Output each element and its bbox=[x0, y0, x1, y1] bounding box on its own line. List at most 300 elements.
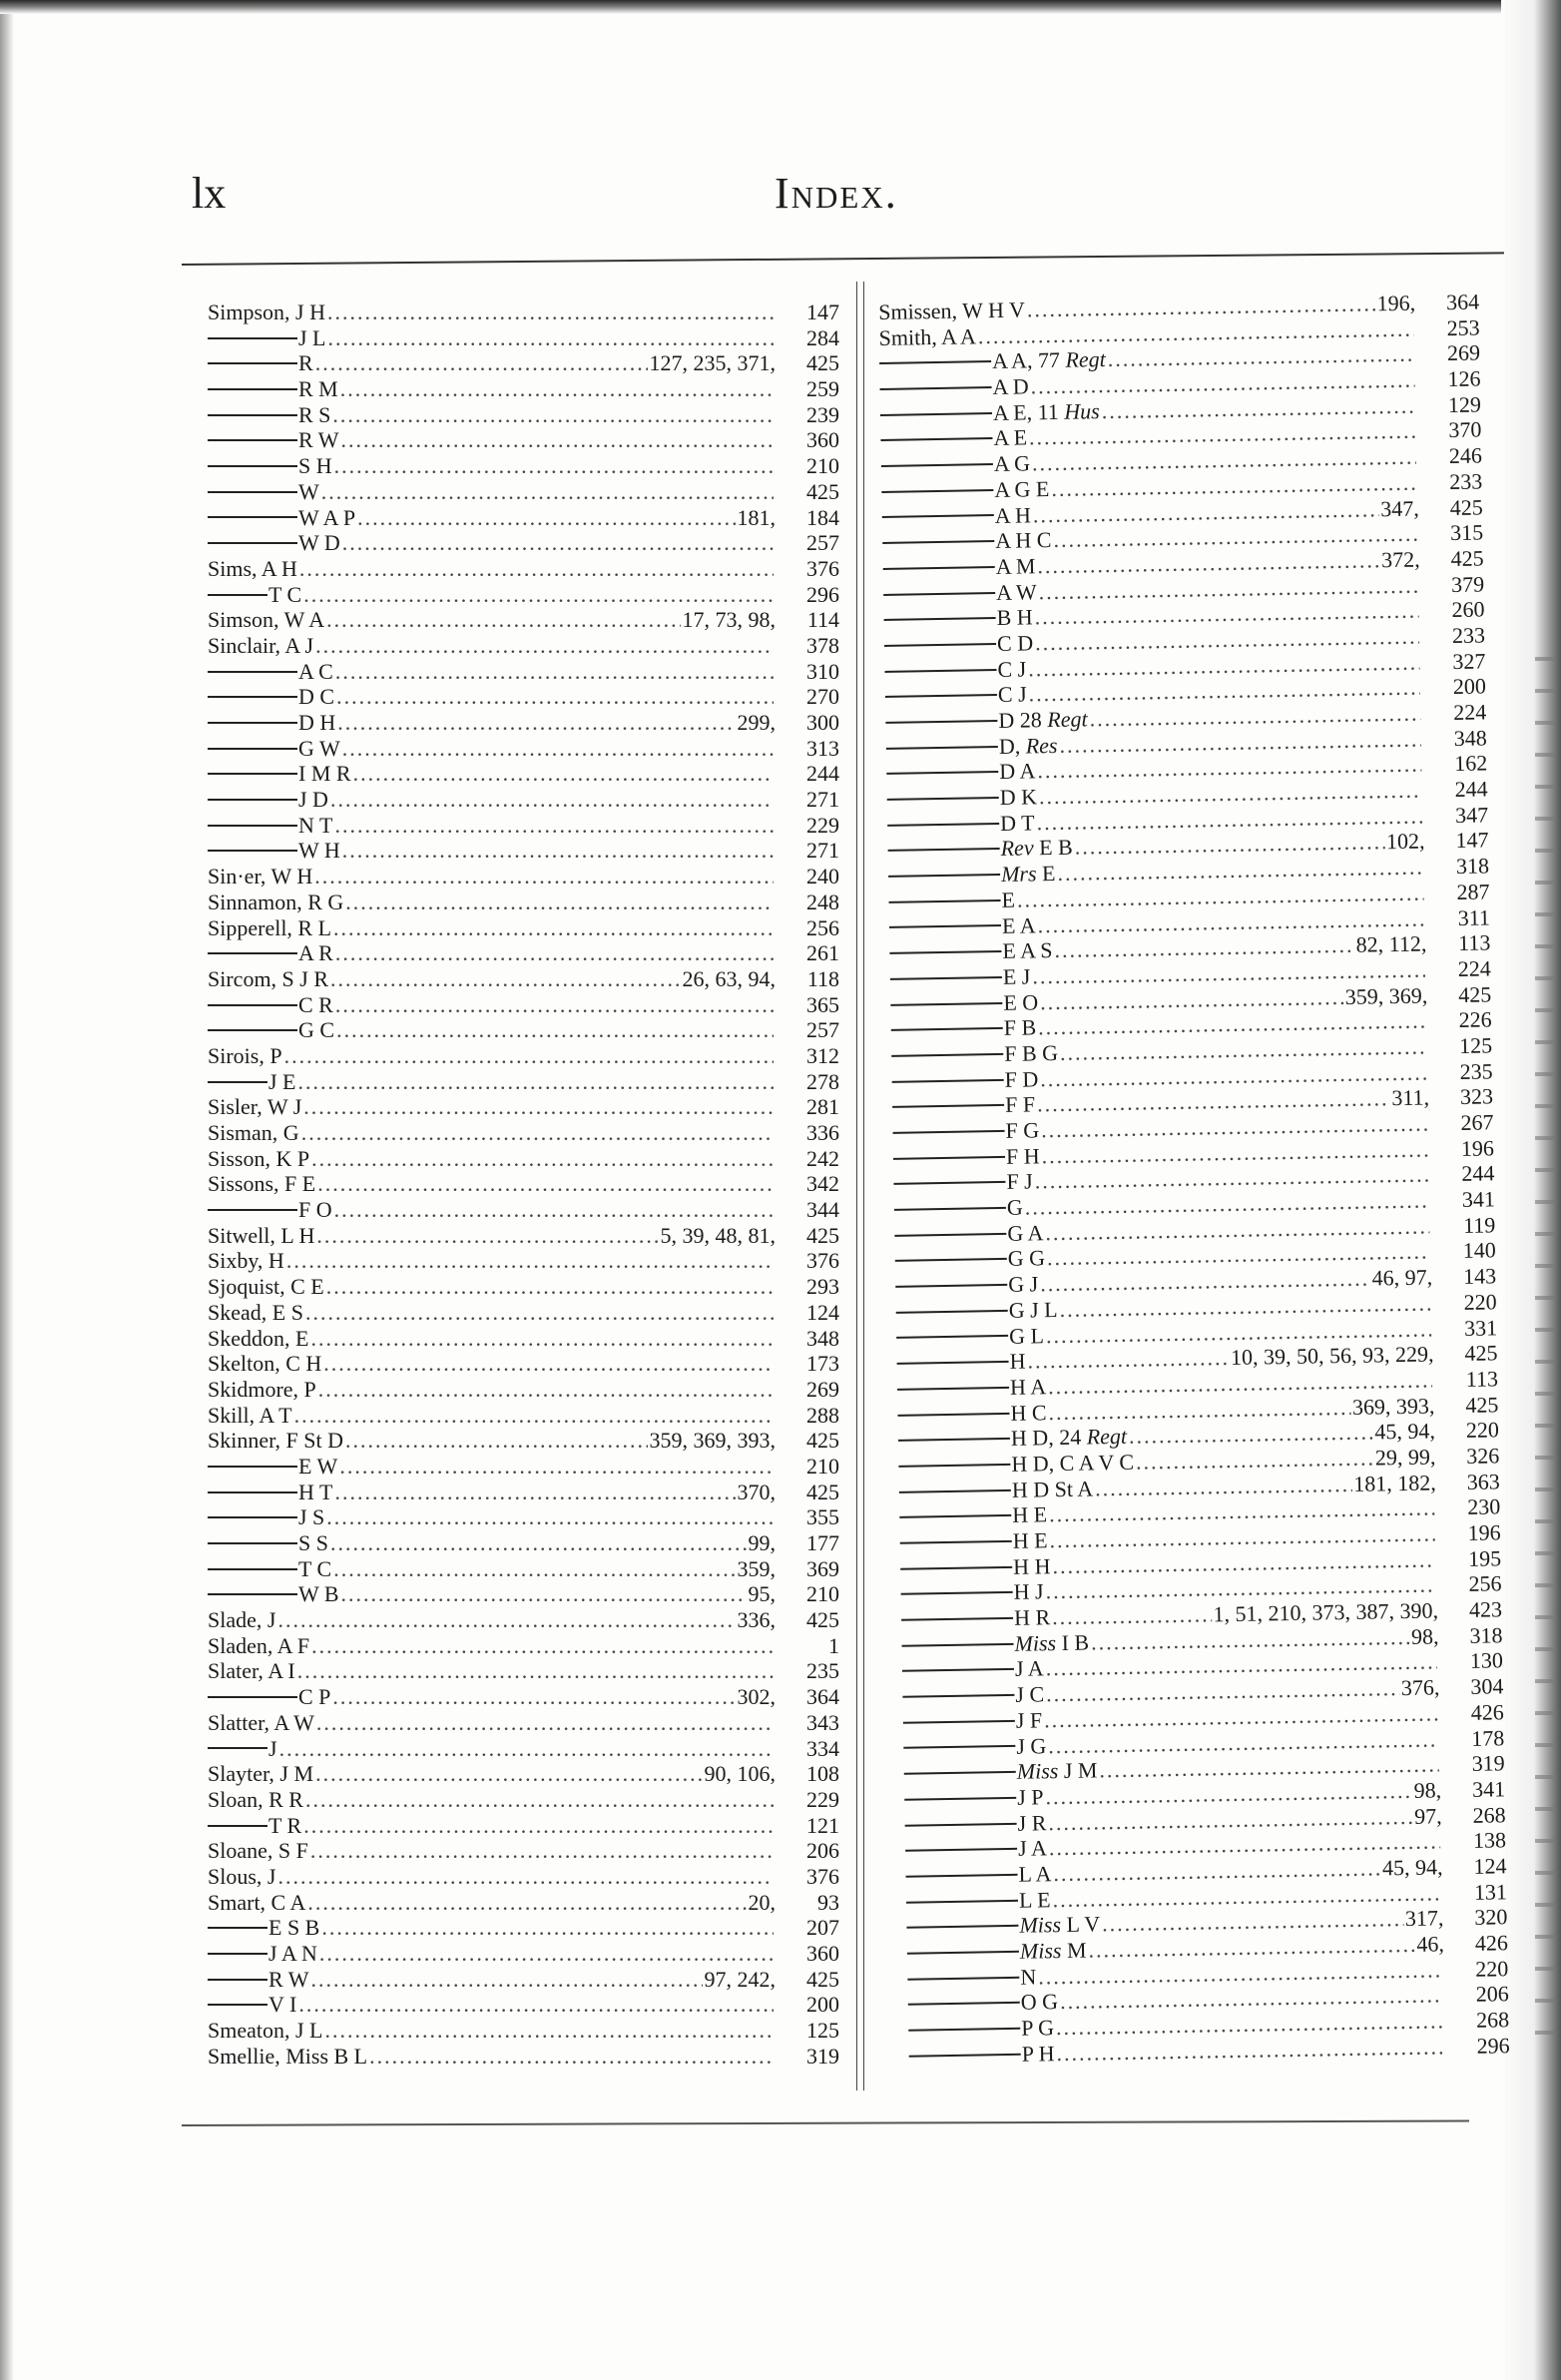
entry-name bbox=[208, 1710, 314, 1736]
entry-name-text: A A, 77 Regt bbox=[991, 346, 1106, 374]
entry-name bbox=[884, 630, 1033, 659]
entry-name bbox=[904, 1758, 1098, 1787]
entry-page: 131 bbox=[1473, 1878, 1508, 1905]
ditto-dash bbox=[881, 463, 993, 467]
entry-page: 108 bbox=[806, 1761, 839, 1787]
entry-name bbox=[208, 838, 340, 864]
entry-name-text: J L bbox=[298, 324, 326, 350]
entry-extra-pages: 46, bbox=[1416, 1931, 1445, 1957]
entry-name bbox=[890, 989, 1038, 1018]
entry-page: 425 bbox=[806, 478, 839, 504]
entry-page: 355 bbox=[806, 1504, 839, 1530]
entry-page: 113 bbox=[1465, 1366, 1499, 1392]
entry-name-text: G G bbox=[1007, 1245, 1046, 1272]
entry-name bbox=[886, 759, 1035, 788]
ditto-dash bbox=[208, 465, 297, 467]
entry-name bbox=[208, 1530, 328, 1556]
ditto-dash bbox=[895, 1284, 1007, 1288]
entry-name-text: A R bbox=[298, 940, 333, 966]
entry-page: 259 bbox=[806, 376, 839, 402]
entry-page: 370 bbox=[1448, 416, 1482, 443]
index-entry bbox=[208, 556, 839, 582]
entry-name-text: H bbox=[1009, 1348, 1026, 1375]
ditto-dash bbox=[208, 388, 297, 390]
index-entry bbox=[208, 1607, 839, 1633]
index-entry bbox=[208, 659, 839, 685]
index-entry bbox=[208, 1813, 839, 1839]
entry-page: 200 bbox=[806, 1992, 839, 2018]
entry-page: 119 bbox=[1462, 1212, 1496, 1238]
dot-leader bbox=[303, 1094, 774, 1120]
entry-page: 315 bbox=[1449, 519, 1484, 546]
entry-name bbox=[880, 425, 1027, 454]
entry-extra-pages: 181, bbox=[737, 504, 776, 530]
index-entry bbox=[208, 1838, 839, 1864]
entry-name bbox=[887, 810, 1035, 839]
entry-name-text: F O bbox=[298, 1197, 332, 1223]
index-entry bbox=[208, 1069, 839, 1095]
index-entry bbox=[208, 684, 839, 710]
ditto-dash bbox=[881, 489, 993, 493]
entry-page: 244 bbox=[806, 761, 839, 787]
entry-name-text: G L bbox=[1008, 1322, 1045, 1349]
dot-leader bbox=[279, 1736, 774, 1762]
entry-name-text: D H bbox=[298, 710, 336, 735]
entry-page: 147 bbox=[1455, 827, 1489, 854]
entry-name bbox=[208, 633, 313, 659]
dot-leader bbox=[311, 1633, 774, 1659]
dot-leader bbox=[321, 479, 774, 505]
entry-name bbox=[208, 299, 325, 325]
entry-name-text: P H bbox=[1021, 2040, 1055, 2067]
entry-name-text: P G bbox=[1021, 2015, 1055, 2041]
ditto-dash bbox=[880, 412, 992, 416]
entry-name bbox=[885, 682, 1027, 710]
index-entry bbox=[208, 1094, 839, 1120]
entry-name-text: R W bbox=[268, 1966, 309, 1992]
ditto-dash bbox=[888, 874, 1000, 878]
ditto-dash bbox=[208, 439, 297, 441]
ditto-dash bbox=[896, 1310, 1008, 1314]
entry-page: 423 bbox=[1468, 1596, 1503, 1622]
index-entry bbox=[208, 350, 839, 376]
entry-name-text: Sirois, P bbox=[208, 1042, 282, 1068]
entry-page: 425 bbox=[806, 1428, 839, 1454]
entry-name-text: F F bbox=[1004, 1091, 1036, 1118]
entry-page: 269 bbox=[806, 1376, 839, 1402]
entry-name-text: A E, 11 Hus bbox=[992, 397, 1100, 425]
entry-name-text: E O bbox=[1003, 988, 1039, 1015]
ditto-dash bbox=[894, 1233, 1006, 1237]
entry-name bbox=[208, 864, 312, 890]
ditto-dash bbox=[208, 362, 297, 364]
entry-page: 365 bbox=[806, 991, 839, 1017]
entry-name-text: C J bbox=[997, 656, 1027, 682]
ditto-dash bbox=[890, 1001, 1002, 1005]
index-entry bbox=[208, 1120, 839, 1146]
entry-name bbox=[888, 861, 1056, 890]
entry-name-text: Slade, J bbox=[208, 1607, 276, 1633]
entry-name-text: E A bbox=[1001, 911, 1036, 938]
entry-page: 267 bbox=[1460, 1109, 1494, 1135]
entry-name bbox=[208, 453, 332, 479]
index-entry bbox=[208, 1992, 839, 2018]
entry-name-text: Sitwell, L H bbox=[208, 1222, 315, 1248]
entry-name bbox=[208, 1556, 331, 1582]
entry-name bbox=[892, 1092, 1035, 1120]
index-entry bbox=[208, 1351, 839, 1377]
ditto-dash bbox=[884, 617, 996, 621]
dot-leader bbox=[277, 1864, 774, 1890]
dot-leader bbox=[335, 992, 774, 1018]
entry-name-text: Slayter, J M bbox=[208, 1761, 314, 1787]
index-entry bbox=[208, 1377, 839, 1403]
entry-name bbox=[901, 1604, 1050, 1633]
entry-name-text: C D bbox=[996, 630, 1034, 656]
entry-name-text: Simpson, J H bbox=[208, 299, 325, 324]
dot-leader bbox=[335, 659, 774, 685]
ditto-dash bbox=[893, 1156, 1005, 1160]
entry-extra-pages: 336, bbox=[737, 1607, 776, 1633]
index-entry bbox=[208, 1967, 839, 1993]
entry-page: 369 bbox=[806, 1555, 839, 1581]
entry-page: 304 bbox=[1470, 1673, 1504, 1699]
entry-name-text: E J bbox=[1002, 963, 1031, 989]
entry-name bbox=[883, 579, 1037, 608]
entry-name-text: Sissons, F E bbox=[208, 1171, 316, 1197]
ditto-dash bbox=[884, 669, 996, 673]
entry-name-text: Sisson, K P bbox=[208, 1145, 310, 1171]
entry-name bbox=[208, 325, 326, 351]
ditto-dash bbox=[208, 1747, 267, 1749]
entry-page: 311 bbox=[1457, 903, 1491, 930]
entry-page: 206 bbox=[1475, 1981, 1509, 2008]
index-entry bbox=[208, 2018, 839, 2044]
entry-page: 296 bbox=[806, 581, 839, 607]
index-entry bbox=[208, 1890, 839, 1916]
entry-name-text: Sloan, R R bbox=[208, 1786, 303, 1812]
entry-extra-pages: 98, bbox=[1413, 1777, 1442, 1803]
entry-page: 260 bbox=[1451, 596, 1485, 623]
entry-name bbox=[208, 1377, 316, 1403]
ditto-dash bbox=[888, 848, 1000, 852]
entry-name bbox=[208, 1633, 309, 1659]
entry-page: 229 bbox=[806, 1786, 839, 1812]
entry-page: 257 bbox=[806, 1017, 839, 1043]
entry-name bbox=[208, 505, 355, 531]
dot-leader bbox=[303, 1813, 774, 1839]
index-entry bbox=[208, 710, 839, 736]
entry-page: 323 bbox=[1459, 1083, 1494, 1110]
entry-name bbox=[208, 1967, 309, 1993]
ditto-dash bbox=[208, 1927, 267, 1929]
entry-name-text: Sjoquist, C E bbox=[208, 1274, 324, 1300]
entry-name-text: W bbox=[298, 478, 319, 504]
index-entry bbox=[208, 530, 839, 556]
index-entry bbox=[208, 1787, 839, 1813]
dot-leader bbox=[332, 402, 774, 428]
ditto-dash bbox=[893, 1130, 1005, 1134]
entry-name bbox=[891, 1015, 1037, 1044]
entry-extra-pages: 82, 112, bbox=[1355, 930, 1427, 957]
entry-page: 347 bbox=[1454, 802, 1489, 828]
ditto-dash bbox=[905, 1822, 1017, 1826]
entry-extra-pages: 10, 39, 50, 56, 93, 229, bbox=[1230, 1341, 1434, 1371]
entry-name-text: Skill, A T bbox=[208, 1402, 292, 1428]
entry-page: 425 bbox=[1464, 1340, 1498, 1367]
ditto-dash bbox=[208, 671, 297, 673]
entry-name-text: R bbox=[298, 350, 313, 376]
ditto-dash bbox=[208, 542, 297, 544]
dot-leader bbox=[345, 890, 774, 915]
entry-name bbox=[208, 736, 340, 762]
entry-name bbox=[899, 1502, 1047, 1531]
ditto-dash bbox=[208, 491, 297, 493]
entry-page: 425 bbox=[1465, 1391, 1499, 1418]
dot-leader bbox=[328, 325, 775, 351]
entry-name-text: O G bbox=[1020, 1989, 1059, 2016]
dot-leader bbox=[307, 1890, 746, 1916]
dot-leader bbox=[286, 1248, 774, 1274]
index-entry bbox=[208, 1274, 839, 1300]
entry-name bbox=[208, 1658, 295, 1684]
entry-extra-pages: 127, 235, 371, bbox=[649, 350, 776, 376]
entry-name-text: Slous, J bbox=[208, 1863, 276, 1889]
entry-name-text: D C bbox=[298, 684, 335, 710]
entry-name bbox=[883, 605, 1032, 634]
entry-name bbox=[208, 1761, 313, 1787]
ditto-dash bbox=[208, 1825, 267, 1827]
index-entry bbox=[208, 1710, 839, 1736]
entry-page: 240 bbox=[806, 864, 839, 890]
entry-name bbox=[208, 402, 330, 428]
entry-name bbox=[208, 1454, 337, 1480]
ditto-dash bbox=[889, 950, 1001, 954]
page-number: lx bbox=[192, 169, 227, 218]
entry-name bbox=[208, 1223, 314, 1249]
entry-name-text: Sipperell, R L bbox=[208, 914, 332, 940]
entry-name bbox=[882, 527, 1052, 556]
entry-page: 140 bbox=[1462, 1237, 1496, 1264]
entry-name-text: Slatter, A W bbox=[208, 1709, 314, 1735]
entry-page: 341 bbox=[1471, 1776, 1506, 1802]
entry-name bbox=[208, 1326, 308, 1352]
entry-name-text: A H C bbox=[995, 527, 1052, 554]
entry-name bbox=[208, 1915, 319, 1941]
entry-name bbox=[906, 1912, 1100, 1941]
index-entry bbox=[208, 1581, 839, 1607]
ditto-dash bbox=[208, 1516, 297, 1518]
entry-page: 376 bbox=[806, 1863, 839, 1889]
dot-leader bbox=[326, 1274, 774, 1300]
ditto-dash bbox=[208, 594, 267, 596]
ditto-dash bbox=[904, 1771, 1016, 1775]
entry-name bbox=[895, 1271, 1038, 1299]
entry-name-text: F H bbox=[1005, 1142, 1040, 1169]
dot-leader bbox=[325, 2018, 775, 2044]
entry-name-text: W B bbox=[298, 1581, 339, 1607]
entry-extra-pages: 98, bbox=[1410, 1623, 1439, 1649]
entry-name-text: W H bbox=[298, 838, 340, 864]
adjacent-page-marks bbox=[1535, 639, 1555, 2057]
entry-extra-pages: 299, bbox=[737, 710, 776, 735]
entry-name bbox=[903, 1733, 1046, 1761]
entry-name-text: L A bbox=[1018, 1861, 1052, 1887]
entry-name-text: Skelton, C H bbox=[208, 1351, 322, 1377]
entry-name bbox=[208, 1197, 332, 1223]
entry-name-text: H E bbox=[1012, 1527, 1048, 1553]
entry-name bbox=[208, 1480, 332, 1505]
ditto-dash bbox=[891, 1027, 1003, 1031]
entry-name-text: F B bbox=[1003, 1014, 1037, 1041]
dot-leader bbox=[303, 582, 774, 608]
ditto-dash bbox=[909, 2053, 1021, 2057]
entry-extra-pages: 45, 94, bbox=[1374, 1418, 1436, 1445]
entry-name bbox=[889, 937, 1053, 966]
entry-name-text: C J bbox=[997, 681, 1027, 708]
entry-page: 124 bbox=[1473, 1853, 1507, 1879]
ditto-dash bbox=[879, 360, 991, 364]
entry-page: 331 bbox=[1463, 1314, 1498, 1341]
ditto-dash bbox=[208, 1542, 297, 1544]
entry-extra-pages: 196, bbox=[1376, 290, 1416, 316]
entry-name bbox=[894, 1195, 1023, 1223]
entry-name bbox=[885, 706, 1088, 736]
dot-leader bbox=[332, 1684, 735, 1710]
entry-page: 360 bbox=[806, 427, 839, 453]
dot-leader bbox=[357, 505, 735, 531]
entry-page: 425 bbox=[1458, 980, 1492, 1007]
entry-name-text: A H bbox=[994, 501, 1032, 528]
entry-page: 319 bbox=[806, 2043, 839, 2069]
entry-name bbox=[907, 1964, 1036, 1992]
entry-name bbox=[879, 373, 1028, 402]
entry-name bbox=[900, 1579, 1043, 1607]
dot-leader bbox=[334, 1480, 735, 1505]
entry-name bbox=[208, 1581, 339, 1607]
entry-name-text: A C bbox=[298, 658, 333, 684]
index-entry bbox=[208, 427, 839, 453]
entry-extra-pages: 90, 106, bbox=[704, 1761, 776, 1787]
ditto-dash bbox=[208, 1593, 297, 1595]
dot-leader bbox=[333, 915, 774, 941]
dot-leader bbox=[305, 1300, 774, 1326]
entry-name-text: G J bbox=[1008, 1271, 1039, 1298]
dot-leader bbox=[345, 1428, 647, 1454]
entry-name-text: Miss L V bbox=[1019, 1911, 1101, 1939]
entry-name-text: L E bbox=[1018, 1886, 1051, 1913]
entry-page: 233 bbox=[1451, 622, 1486, 648]
entry-page: 235 bbox=[1459, 1058, 1493, 1084]
entry-page: 239 bbox=[806, 401, 839, 427]
entry-name-text: T C bbox=[268, 581, 302, 607]
entry-page: 281 bbox=[806, 1094, 839, 1120]
entry-name bbox=[208, 1787, 303, 1813]
entry-page: 313 bbox=[806, 735, 839, 761]
entry-name bbox=[878, 297, 1025, 325]
entry-extra-pages: 20, bbox=[748, 1889, 776, 1915]
index-entry bbox=[208, 1223, 839, 1249]
index-entry bbox=[208, 2044, 839, 2070]
ditto-dash bbox=[885, 720, 997, 724]
ditto-dash bbox=[899, 1514, 1011, 1518]
ditto-dash bbox=[208, 850, 297, 852]
entry-name-text: J A bbox=[1017, 1835, 1048, 1862]
entry-page: 425 bbox=[1449, 493, 1483, 520]
entry-name bbox=[902, 1656, 1044, 1684]
entry-page: 210 bbox=[806, 453, 839, 479]
ditto-dash bbox=[208, 1466, 297, 1468]
index-entry bbox=[208, 1684, 839, 1710]
dot-leader bbox=[339, 1454, 774, 1480]
entry-name bbox=[208, 1171, 315, 1197]
entry-name-text: J S bbox=[298, 1504, 325, 1530]
dot-leader bbox=[315, 633, 774, 659]
entry-name-text: V I bbox=[268, 1992, 297, 2018]
entry-name-text: D K bbox=[999, 784, 1038, 811]
ditto-dash bbox=[887, 823, 999, 827]
entry-name-text: F D bbox=[1004, 1065, 1039, 1092]
dot-leader bbox=[1056, 2034, 1444, 2067]
ditto-dash bbox=[900, 1540, 1012, 1544]
entry-name bbox=[889, 912, 1036, 941]
dot-leader bbox=[327, 299, 774, 325]
entry-extra-pages: 17, 73, 98, bbox=[682, 607, 776, 633]
dot-leader bbox=[326, 607, 680, 633]
dot-leader bbox=[310, 1326, 774, 1352]
ditto-dash bbox=[882, 540, 994, 544]
entry-name-text: J bbox=[268, 1735, 277, 1761]
ditto-dash bbox=[884, 643, 996, 647]
ditto-dash bbox=[208, 773, 297, 775]
entry-page: 341 bbox=[1461, 1186, 1496, 1212]
index-entry bbox=[208, 736, 839, 762]
dot-leader bbox=[310, 1838, 774, 1864]
dot-leader bbox=[342, 838, 774, 864]
entry-page: 336 bbox=[806, 1120, 839, 1145]
entry-page: 256 bbox=[806, 914, 839, 940]
entry-page: 248 bbox=[806, 889, 839, 914]
entry-page: 425 bbox=[1450, 545, 1484, 571]
index-entry bbox=[208, 1633, 839, 1659]
index-entry bbox=[208, 992, 839, 1018]
dot-leader bbox=[315, 350, 648, 376]
entry-page: 319 bbox=[1471, 1750, 1505, 1777]
index-entry bbox=[208, 1017, 839, 1043]
ditto-dash bbox=[900, 1565, 1012, 1569]
entry-extra-pages: 376, bbox=[1400, 1674, 1440, 1701]
entry-name-text: R W bbox=[298, 427, 339, 453]
entry-page: 327 bbox=[1452, 648, 1486, 674]
entry-name-text: Smith, A A bbox=[878, 322, 977, 350]
ditto-dash bbox=[890, 976, 1002, 980]
index-entry bbox=[208, 890, 839, 915]
entry-name bbox=[208, 966, 328, 992]
entry-name-text: Smeaton, J L bbox=[208, 2018, 323, 2044]
dot-leader bbox=[323, 1351, 774, 1377]
dot-leader bbox=[301, 1120, 774, 1146]
dot-leader bbox=[333, 1556, 735, 1582]
entry-name bbox=[888, 888, 1015, 915]
entry-page: 162 bbox=[1453, 750, 1488, 777]
entry-name-text: Sladen, A F bbox=[208, 1632, 310, 1658]
entry-extra-pages: 5, 39, 48, 81, bbox=[660, 1222, 776, 1248]
entry-name bbox=[208, 684, 334, 710]
dot-leader bbox=[336, 684, 774, 710]
entry-page: 256 bbox=[1468, 1570, 1502, 1597]
entry-page: 125 bbox=[1458, 1032, 1493, 1058]
entry-page: 296 bbox=[1476, 2032, 1510, 2059]
